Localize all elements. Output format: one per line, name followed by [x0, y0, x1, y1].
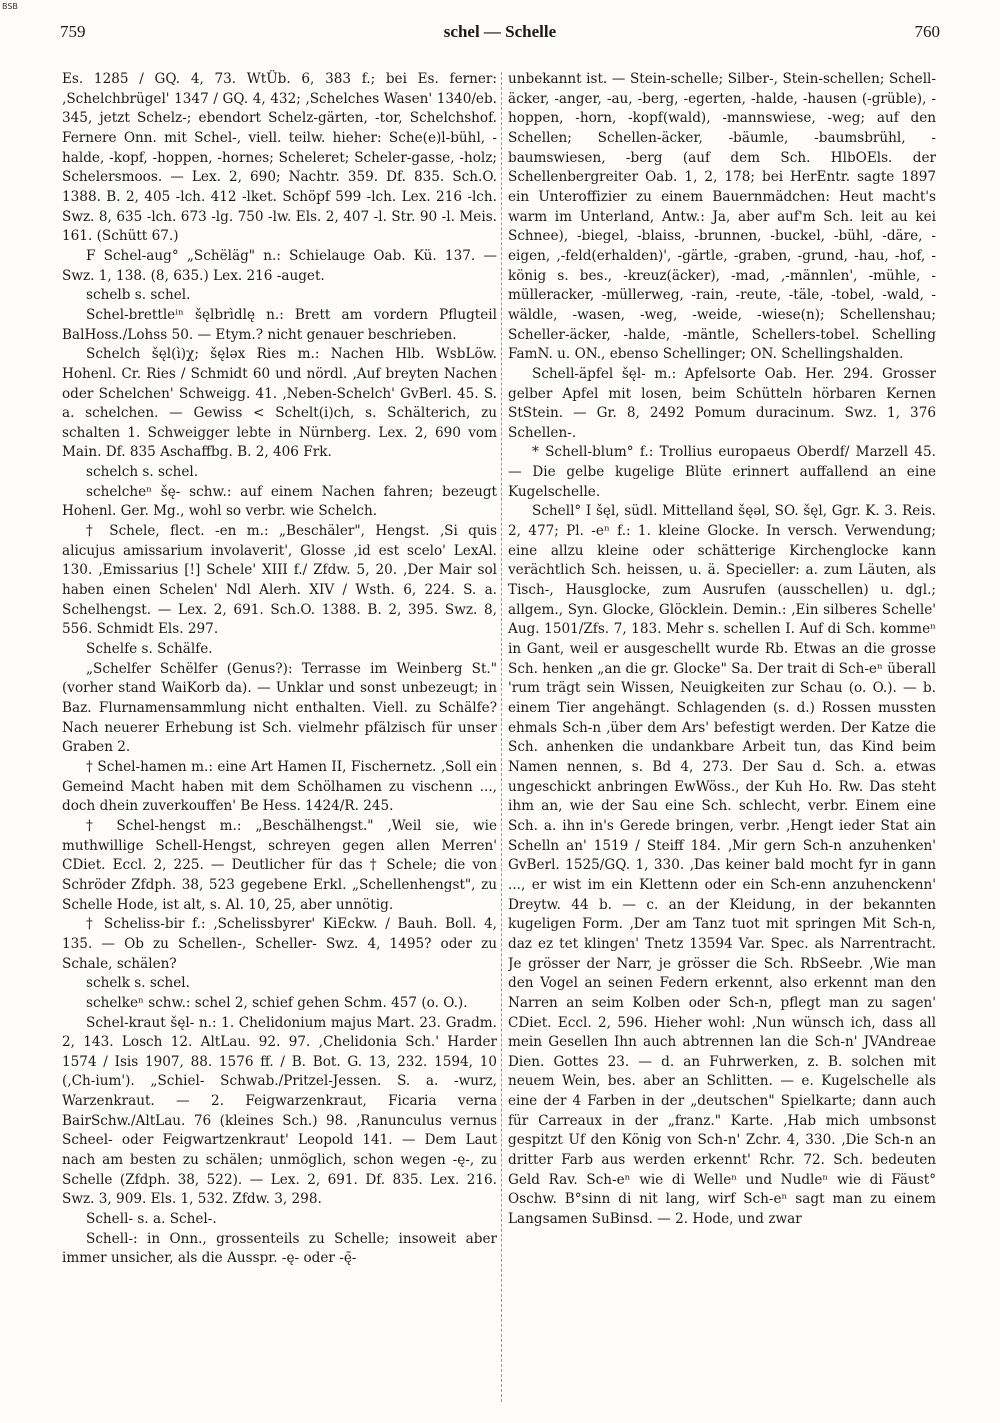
dictionary-entry: † Schele, flect. -en m.: „Beschäler", Hengst. ‚Si quis alicujus amissarium involaverit', Glosse ‚id est scelo' LexAl. 130. ‚Emissarius [!] Schele' XIII f./ Zfdw. 5, 20. ‚Der Mair sol haben einen Schelen' Ndl Alerh. XIV / Wsth. 6, 224. S. a. Schelhengst. — Lex. 2, 691. Sch.O. 1388. B. 2, 395. Swz. 8, 556. Schmidt Els. 297. — [62, 523, 497, 638]
dictionary-entry: „Schelfer Schëlfer (Genus?): Terrasse im Weinberg St." (vorher stand WaiKorb da). — Unklar und sonst unbezeugt; in Baz. Flurnamensammlung nicht enthalten. Viell. zu Schälfe? Nach neuerer Erhebung ist Sch. vielmehr pfälzisch für unser Graben 2. — [62, 660, 497, 756]
dictionary-entry: Es. 1285 / GQ. 4, 73. WtÜb. 6, 383 f.; bei Es. ferner: ‚Schelchbrügel' 1347 / GQ. 4, 432; ‚Schelches Wasen' 1340/eb. 345, jetzt Schelz-; ebendort Schelz-gärten, -tor, Schelchshof. Fernere Onn. mit Schel-, viell. teilw. hieher: Sche(e)l-bühl, -halde, -kopf, -hoppen, -hornes; Scheleret; Scheler-gasse, -holz; Schelersmoos. — Lex. 2, 690; Nachtr. 359. Df. 835. Sch.O. 1388. B. 2, 405 -lch. 412 -lket. Schöpf 599 -lch. Lex. 216 -lch. Swz. 8, 635 -lch. 673 -lg. 750 -lw. Els. 2, 407 -l. Str. 90 -l. Meis. 161. (Schütt 67.) — [62, 71, 497, 245]
dictionary-entry: schelcheⁿ šę- schw.: auf einem Nachen fahren; bezeugt Hohenl. Ger. Mg., wohl so verbr. wie Schelch. — [62, 483, 497, 520]
dictionary-entry: Schelch šęl(ì)χ; šęlǝx Ries m.: Nachen Hlb. WsbLöw. Hohenl. Cr. Ries / Schmidt 60 und nördl. ‚Auf breyten Nachen oder Schelchen' Schweigg. 41. ‚Neben-Schelch' GvBerl. 45. S. a. schelchen. — Gewiss < Schelt(i)ch, s. Schälterich, zu schalten 1. Schweigger lebte in Nürnberg. Lex. 2, 690 vom Main. Df. 835 Aschaffbg. B. 2, 406 Frk. — [62, 346, 497, 461]
dictionary-entry: Schelfe s. Schälfe. — [86, 641, 213, 658]
dictionary-entry: † Scheliss-bir f.: ‚Schelissbyrer' KiEckw. / Bauh. Boll. 4, 135. — Ob zu Schellen-, Scheller- Swz. 4, 1495? oder zu Schale, schälen? — [62, 916, 497, 972]
dictionary-entry: Schel-kraut šęl- n.: 1. Chelidonium majus Mart. 23. Gradm. 2, 143. Losch 12. AltLau. 92. 97. ‚Chelidonia Sch.' Harder 1574 / Isis 1907, 88. 1576 ff. / B. Bot. G. 13, 232. 1594, 10 (‚Ch-ium'). „Schiel- Schwab./Pritzel-Jessen. S. a. -wurz, Warzenkraut. — 2. Feigwarzenkraut, Ficaria verna BairSchw./AltLau. 76 (kleines Sch.) 98. ‚Ranunculus vernus Scheel- oder Feigwartzenkraut' Leopold 141. — Dem Laut nach am besten zu schälen; unmöglich, schon wegen -ę-, zu Schelle (Zfdph. 38, 522). — Lex. 2, 691. Df. 835. Lex. 216. Swz. 3, 909. Els. 1, 532. Zfdw. 3, 298. — [62, 1014, 497, 1208]
dictionary-entry: † Schel-hamen m.: eine Art Hamen II, Fischernetz. ‚Soll ein Gemeind Macht haben mit dem Schölhamen zu vischenn ..., doch dhein zuverkouffen' Be Hess. 1424/R. 245. — [62, 758, 497, 815]
left-column — [62, 70, 497, 1410]
running-title: schel — Schelle — [443, 22, 557, 41]
library-stamp: BSB — [2, 2, 18, 11]
dictionary-entry: Schell-: in Onn., grossenteils zu Schelle; insoweit aber immer unsicher, als die Ausspr. -ę- oder -ę̄- — [62, 1230, 497, 1267]
right-column — [508, 70, 936, 1410]
dictionary-entry: Schell° I šęl, südl. Mittelland šęǝl, SO. šęl, Ggr. K. 3. Reis. 2, 477; Pl. -eⁿ f.: 1. kleine Glocke. In versch. Verwendung; eine allzu kleine oder schätterige Kirchenglocke kann verächtlich Sch. heissen, u. ä. Specieller: a. zum Läuten, als Tisch-, Hausglocke, zum Ausrufen (ausschellen) u. dgl.; allgem., Syn. Glocke, Glöcklein. Demin.: ‚Ein silberes Schelle' Aug. 1501/Zfs. 7, 183. Mehr s. schellen I. Auf di Sch. kommeⁿ in Gant, weil er ausgeschellt wurde Rb. Etwas an die grosse Sch. henken „an die gr. Glocke" Sa. Der trait di Sch-eⁿ überall 'rum trägt sein Wissen, Neuigkeiten zur Schau (o. O.). — b. einem Tier angehängt. Schlagenden (s. d.) Rossen mussten ehmals Sch-n ‚über dem Ars' befestigt werden. Der Katze die Sch. anhenken die undankbare Arbeit tun, das Kind beim Namen nennen, s. Bd 4, 273. Der Sau d. Sch. a. etwas ungeschickt anbringen EwWöss., der Kuh Ho. Rw. Das steht ihm an, wie der Sau eine Sch. schlecht, verbr. Einem eine Sch. a. ihn in's Gerede bringen, verbr. ‚Hengt ieder Stat ain Schelln an' 1519 / Steiff 184. ‚Mir gern Sch-n anzuhenken' GvBerl. 1525/GQ. 1, 330. ‚Das keiner bald mocht fyr in gann ..., er wist im ein Klettenn oder ein Sch-enn anzuhenckenn' Dreytw. 44 b. — c. an der Kleidung, in der bekannten kugeligen Form. ‚Der am Tanz tuot mit springen Mit Sch-n, daz ez tet klingen' Tnetz 13594 Var. Spec. als Narrentracht. Je grösser der Narr, je grösser die Sch. RbSeebr. ‚Wie man den Vogel an seinen Federn erkennt, also erkennt man den Narren an seim Kolben oder Sch-n, pflegt man zu sagen' CDiet. Eccl. 2, 596. Hieher wohl: ‚Nun wünsch ich, dass all mein Gesellen Ihn auch abtrennen lan die Sch-n' JVAndreae Dien. Gottes 23. — d. an Fuhrwerken, z. B. solchen mit neuem Wein, bes. aber an Schlitten. — e. Kugelschelle als eine der 4 Farben in der „deutschen" Spielkarte; dann auch für Carreaux in der „franz." Karte. ‚Hab mich umbsonst gespitzt Uf den König von Sch-n' Zchr. 4, 330. ‚Die Sch-n an dritter Farb aus werden erkennt' Rchr. 72. Sch. bedeuten Geld Rav. Sch-eⁿ wie di Welleⁿ und Nudleⁿ wie di Fäust° Oschw. B°sinn di nit lang, wirf Sch-eⁿ sagt man zu einem Langsamen SuBinsd. — 2. Hode, und zwar — [508, 503, 936, 1228]
page-number-left: 759 — [60, 22, 86, 41]
dictionary-entry: schelk s. schel. — [86, 975, 190, 992]
page-number-right: 760 — [914, 22, 940, 41]
dictionary-entry: † Schel-hengst m.: „Beschälhengst." ‚Weil sie, wie muthwillige Schell-Hengst, schreyen gegen allen Merren' CDiet. Eccl. 2, 225. — Deutlicher für das † Schele; die von Schröder Zfdph. 38, 523 gegebene Erkl. „Schellenhengst", zu Schelle Hode, ist alt, s. Al. 10, 25, aber unnötig. — [62, 817, 497, 913]
dictionary-entry: Schell- s. a. Schel-. — [86, 1211, 217, 1228]
dictionary-entry: Schell-äpfel šęl- m.: Apfelsorte Oab. Her. 294. Grosser gelber Apfel mit losen, beim Schütteln hörbaren Kernen StStein. — Gr. 8, 2492 Pomum duracinum. Swz. 1, 376 Schellen-. — [508, 365, 936, 441]
page-header — [60, 22, 940, 52]
dictionary-entry: Schel-brettleⁱⁿ šęlbrìdlę n.: Brett am vordern Pflugteil BalHoss./Lohss 50. — Etym.? nicht genauer beschrieben. — [62, 306, 497, 343]
dictionary-entry: schelch s. schel. — [86, 464, 199, 481]
dictionary-entry: F Schel-aug° „Schëläg" n.: Schielauge Oab. Kü. 137. — Swz. 1, 138. (8, 635.) Lex. 216 -auget. — [62, 247, 497, 284]
dictionary-entry: unbekannt ist. — Stein-schelle; Silber-, Stein-schellen; Schell-äcker, -anger, -au, -berg, -egerten, -halde, -hausen (-grüble), -hoppen, -horn, -kopf(wald), -mannswiese, -weg; auf den Schellen; Schellen-äcker, -bäumle, -baumsbrühl, -baumswiesen, -berg (auf dem Sch. HlbOEls. der Schellenbergreiter Oab. 1, 2, 178; bei HerEntr. sagte 1897 ein Unteroffizier zu einem Bauernmädchen: Heut macht's warm im Unterland, Antw.: Ja, aber auf'm Sch. leit au kei Schnee), -biegel, -blaiss, -brunnen, -buckel, -bühl, -däre, -eigen, ‚-feld(erhalden)', -gärtle, -graben, -grund, -hau, -hof, -könig s. bes., -kreuz(äcker), -mad, ‚-männlen', -mühle, -mülleracker, -müllerweg, -rain, -reute, -täle, -tobel, -wald, -wäldle, -wasen, -weg, -weide, -wiese(n); Schellenshau; Scheller-äcker, -halde, -mäntle, Schellers-tobel. Schelling FamN. u. ON., ebenso Schellinger; ON. Schellingshalden. — [508, 71, 936, 363]
column-divider — [501, 72, 502, 1402]
dictionary-entry: schelb s. schel. — [86, 287, 191, 304]
dictionary-entry: schelkeⁿ schw.: schel 2, schief gehen Schm. 457 (o. O.). — [86, 994, 468, 1011]
dictionary-entry: * Schell-blum° f.: Trollius europaeus Oberdf/ Marzell 45. — Die gelbe kugelige Blüte erinnert auffallend an eine Kugelschelle. — [508, 444, 936, 500]
